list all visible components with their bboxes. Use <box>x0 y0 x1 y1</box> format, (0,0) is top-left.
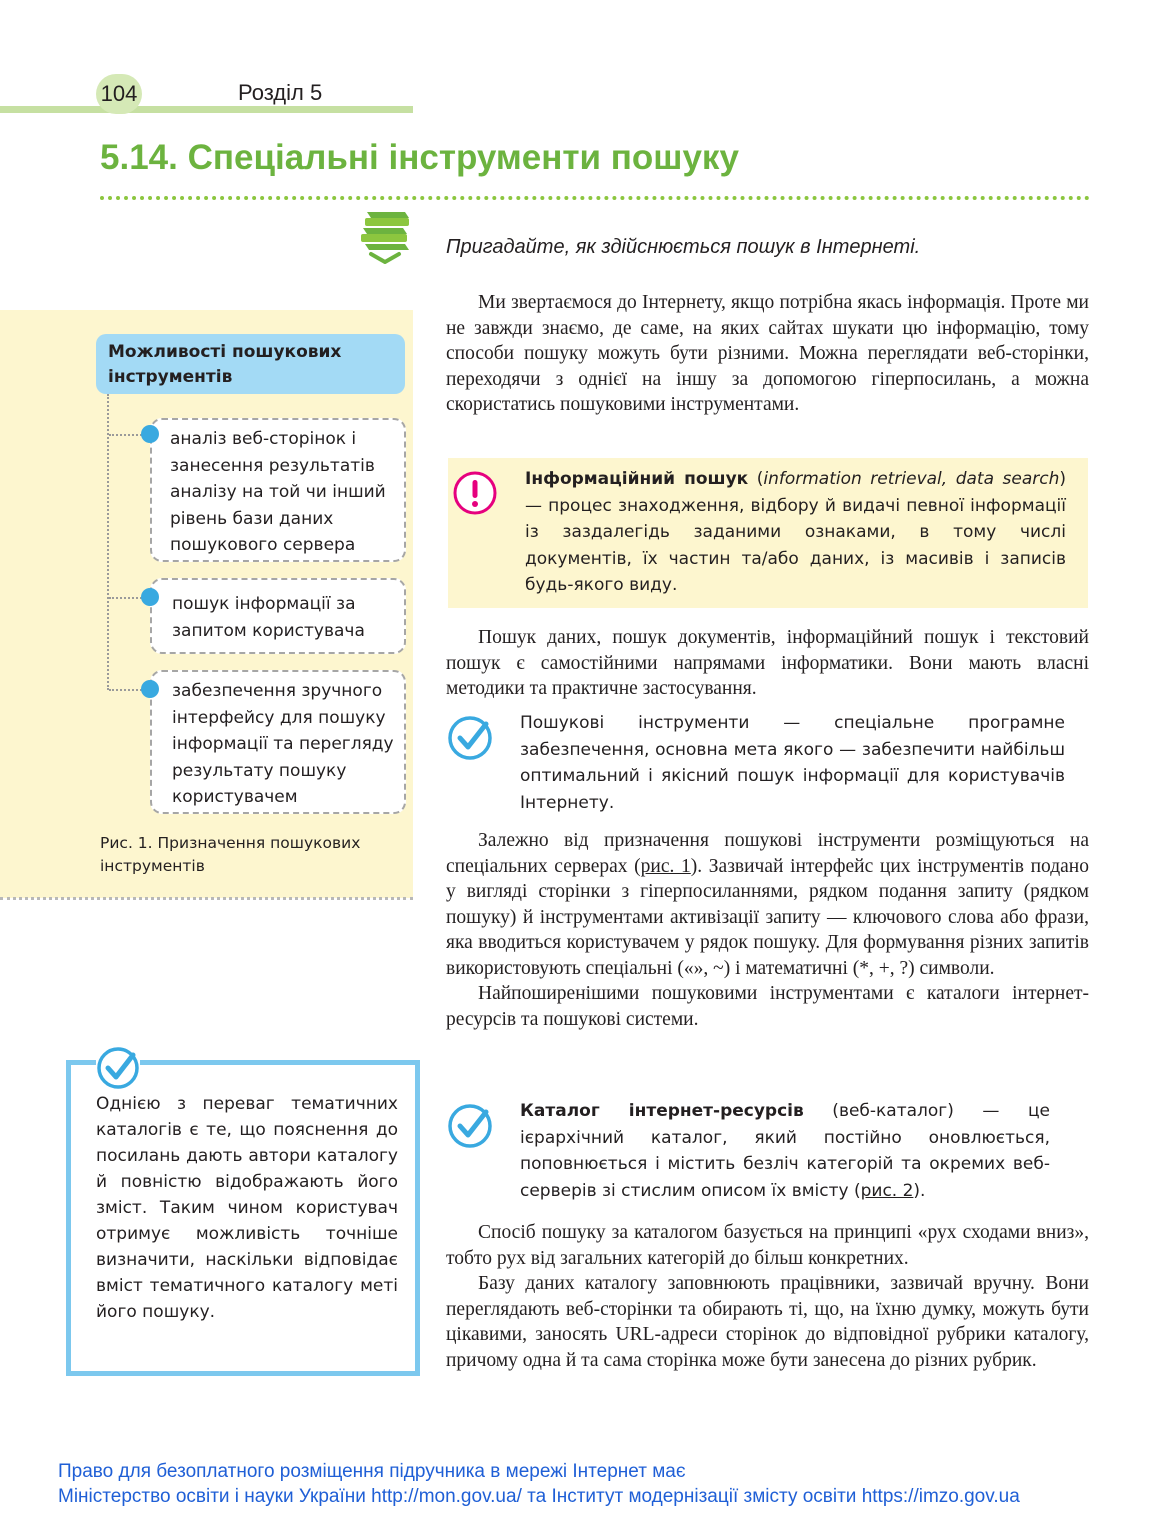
diagram-connector <box>107 394 109 690</box>
check-icon <box>446 1102 494 1150</box>
intro-paragraph <box>446 290 1089 418</box>
diagram-item-interface: забезпечення зручного інтерфейсу для пошуку інформації та перегляду результату пошуку користувачем <box>172 681 394 807</box>
header-bar <box>0 106 413 113</box>
diagram-item-analysis: аналіз веб-сторінок і занесення результатів аналізу на той чи інший рівень бази даних пошукового сервера <box>170 429 386 555</box>
chapter-label: Розділ 5 <box>238 80 323 105</box>
catalog-definition <box>520 1098 1050 1204</box>
footer-line-2[interactable]: Міністерство освіти і науки України http://mon.gov.ua/ та Інститут модернізації змісту освіти https://imzo.gov.ua <box>58 1486 1020 1507</box>
bullet-dot <box>141 588 159 606</box>
figure-2-ref[interactable]: рис. 2 <box>860 1180 914 1201</box>
definition-rest: ) — процес знаходження, відбору й видачі певної інформації із заздалегідь заданими ознаками, в тому числі документів, їх частин та/або даних, із масивів і записів будь-якого виду. <box>525 469 1066 595</box>
definition-term-en: information retrieval, data search <box>763 469 1060 489</box>
page-number: 104 <box>96 74 142 114</box>
diagram-heading: Можливості пошукових інструментів <box>108 342 342 387</box>
diagram-item-search: пошук інформації за запитом користувача <box>172 594 365 641</box>
servers-text <box>446 828 1089 981</box>
definition-term: Інформаційний пошук <box>525 469 749 489</box>
figure-caption: Рис. 1. Призначення пошукових інструментів <box>100 834 361 875</box>
servers-text-before: Залежно від призначення пошукові інструменти розміщуються на спеціальних серверах ( <box>446 830 1089 877</box>
check-icon <box>96 1046 140 1090</box>
catalog-term: Каталог інтернет-ресурсів <box>520 1101 804 1121</box>
servers-paragraph <box>446 828 1089 1032</box>
servers-text-after: ). Зазвичай інтерфейс цих інструментів подано у вигляді сторінки з гіперпосиланнями, рядком подання запиту (рядком пошуку) й інструментами активізації запиту — ключового слова або фрази, яка вводиться користувачем у рядок пошуку. Для формування різних запитів використовують спеціальні («», ~) і математичні (*, +, ?) символи. <box>446 855 1089 979</box>
method-text: Спосіб пошуку за каталогом базується на принципі «рух сходами вниз», тобто рух від загальних категорій до більш конкретних. <box>446 1222 1089 1269</box>
catalog-end: ). <box>913 1180 926 1201</box>
bullet-dot <box>141 425 159 443</box>
bullet-dot <box>141 680 159 698</box>
page-title: 5.14. Спеціальні інструменти пошуку <box>100 138 739 177</box>
title-divider <box>100 196 1090 200</box>
figure-1-ref[interactable]: рис. 1 <box>640 855 691 877</box>
panel-divider <box>0 897 413 900</box>
method-paragraph <box>446 1220 1089 1373</box>
books-icon <box>357 208 413 266</box>
directions-text: Пошук даних, пошук документів, інформаційний пошук і текстовий пошук є самостійними напрямами інформатики. Вони мають власні методики та практичне застосування. <box>446 627 1089 699</box>
tools-definition: Пошукові інструменти — спеціальне програмне забезпечення, основна мета якого — забезпечити найбільш оптимальний і якісний пошук інформації для користувачів Інтернету. <box>520 713 1065 813</box>
recall-question: Пригадайте, як здійснюється пошук в Інтернеті. <box>446 236 921 258</box>
directions-paragraph <box>446 625 1089 702</box>
database-text: Базу даних каталогу заповнюють працівники, зазвичай вручну. Вони переглядають веб-сторінки та обирають ті, що, на їхню думку, можуть бути цікавими, заносять URL-адреси сторінок до відповідної рубрики каталогу, причому одна й та сама сторінка може бути занесена до різних рубрик. <box>446 1273 1089 1371</box>
intro-text: Ми звертаємося до Інтернету, якщо потрібна якась інформація. Проте ми не завжди знаємо, де саме, на яких сайтах шукати цю інформацію, тому способи пошуку можуть бути різними. Можна переглядати веб-сторінки, переходячи з однієї на іншу за допомогою гіперпосилань, а можна скористатись пошуковими інструментами. <box>446 292 1089 415</box>
definition-text <box>525 466 1066 599</box>
note-text: Однією з переваг тематичних каталогів є те, що пояснення до посилань дають автори каталогу й повністю відображають його зміст. Таким чином користувач отримує можливість точніше визначити, наскільки відповідає вміст тематичного каталогу меті його пошуку. <box>96 1094 398 1322</box>
catalog-rest: (веб-каталог) — це ієрархічний каталог, який постійно оновлюється, поповнюється і містить безліч категорій та окремих веб-серверів зі стислим описом їх вмісту ( <box>520 1101 1050 1201</box>
common-tools-text: Найпоширенішими пошуковими інструментами є каталоги інтернет-ресурсів та пошукові системи. <box>446 983 1089 1030</box>
check-icon <box>446 714 494 762</box>
definition-open: ( <box>748 469 764 489</box>
exclamation-icon <box>452 470 498 516</box>
footer-line-1: Право для безоплатного розміщення підручника в мережі Інтернет має <box>58 1461 686 1482</box>
